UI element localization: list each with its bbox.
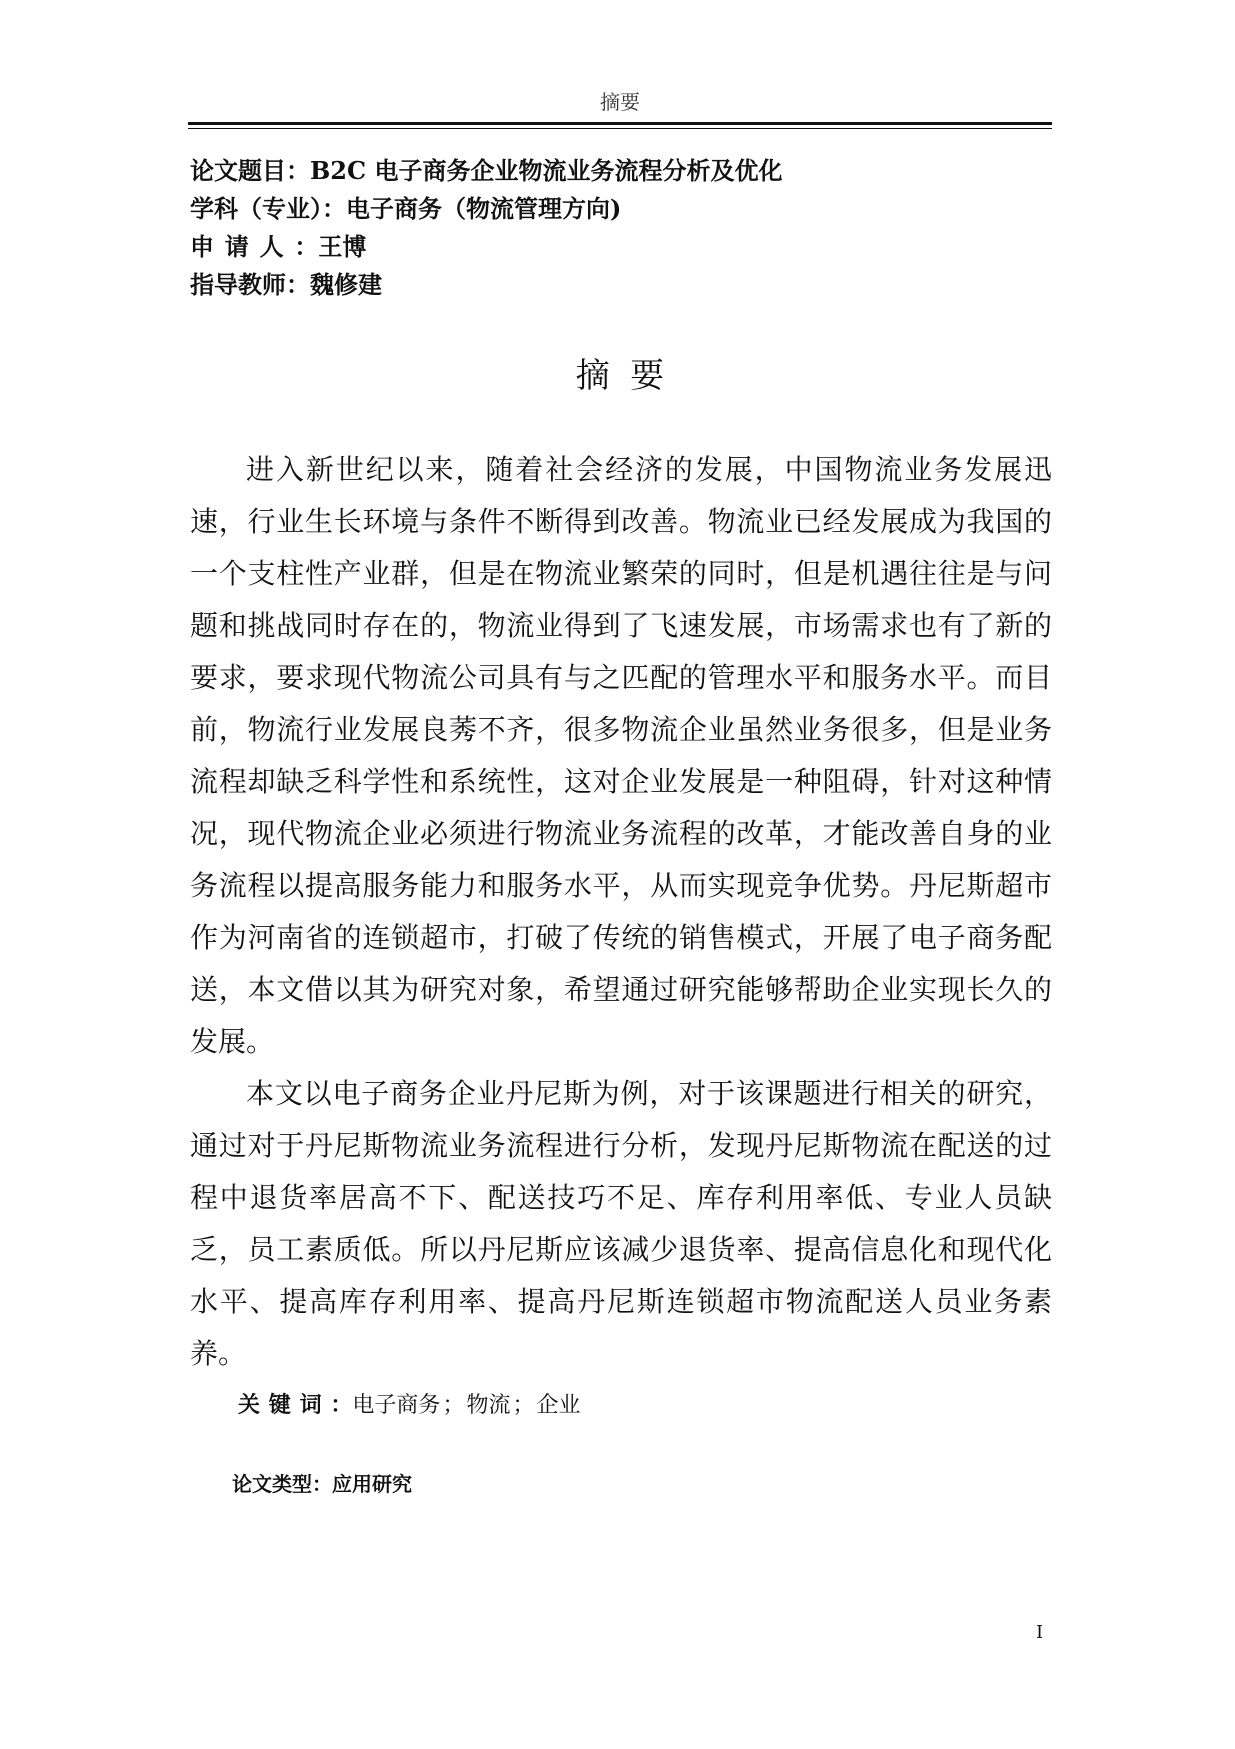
keyword-separator: ； bbox=[512, 1393, 535, 1418]
abstract-body bbox=[190, 444, 1052, 1380]
paper-type-line bbox=[232, 1468, 412, 1497]
page-number: I bbox=[1036, 1622, 1044, 1643]
keyword-separator: ； bbox=[442, 1393, 465, 1418]
paper-type-label: 论文类型： bbox=[232, 1472, 332, 1496]
keyword-item: 电子商务 bbox=[352, 1393, 441, 1418]
meta-title-line bbox=[190, 152, 1050, 190]
meta-applicant-line bbox=[190, 228, 1050, 266]
keyword-item: 企业 bbox=[536, 1393, 581, 1418]
meta-applicant-label: 申请人 bbox=[190, 232, 295, 261]
header-rule-thin bbox=[188, 128, 1052, 129]
keywords-line bbox=[238, 1388, 581, 1419]
header-rule-thick bbox=[188, 122, 1052, 125]
meta-title-value: B2C 电子商务企业物流业务流程分析及优化 bbox=[310, 156, 783, 185]
meta-advisor-value: 魏修建 bbox=[310, 270, 382, 299]
meta-applicant-value: 王博 bbox=[318, 232, 367, 261]
meta-advisor-label: 指导教师： bbox=[190, 270, 310, 299]
meta-discipline-line bbox=[190, 190, 1050, 228]
keywords-label: 关键词 bbox=[238, 1392, 331, 1418]
keywords-colon: ： bbox=[330, 1392, 353, 1418]
meta-applicant-colon: ： bbox=[294, 232, 319, 261]
keyword-item: 物流 bbox=[466, 1393, 511, 1418]
abstract-heading: 摘要 bbox=[575, 356, 685, 396]
running-header: 摘要 bbox=[600, 90, 640, 114]
meta-discipline-value: 电子商务（物流管理方向) bbox=[346, 194, 622, 223]
paper-type-value: 应用研究 bbox=[332, 1472, 412, 1496]
meta-discipline-label: 学科（专业）： bbox=[190, 194, 346, 223]
thesis-meta bbox=[190, 152, 1050, 304]
meta-title-label: 论文题目： bbox=[190, 156, 310, 185]
abstract-paragraph-2: 本文以电子商务企业丹尼斯为例，对于该课题进行相关的研究，通过对于丹尼斯物流业务流程进行分析，发现丹尼斯物流在配送的过程中退货率居高不下、配送技巧不足、库存利用率低、专业人员缺乏，员工素质低。所以丹尼斯应该减少退货率、提高信息化和现代化水平、提高库存利用率、提高丹尼斯连锁超市物流配送人员业务素养。 bbox=[190, 1077, 1052, 1370]
meta-advisor-line bbox=[190, 266, 1050, 304]
abstract-paragraph-1: 进入新世纪以来，随着社会经济的发展，中国物流业务发展迅速，行业生长环境与条件不断得到改善。物流业已经发展成为我国的一个支柱性产业群，但是在物流业繁荣的同时，但是机遇往往是与问题和挑战同时存在的，物流业得到了飞速发展，市场需求也有了新的要求，要求现代物流公司具有与之匹配的管理水平和服务水平。而目前，物流行业发展良莠不齐，很多物流企业虽然业务很多，但是业务流程却缺乏科学性和系统性，这对企业发展是一种阻碍，针对这种情况，现代物流企业必须进行物流业务流程的改革，才能改善自身的业务流程以提高服务能力和服务水平，从而实现竞争优势。丹尼斯超市作为河南省的连锁超市，打破了传统的销售模式，开展了电子商务配送，本文借以其为研究对象，希望通过研究能够帮助企业实现长久的发展。 bbox=[190, 453, 1052, 1058]
